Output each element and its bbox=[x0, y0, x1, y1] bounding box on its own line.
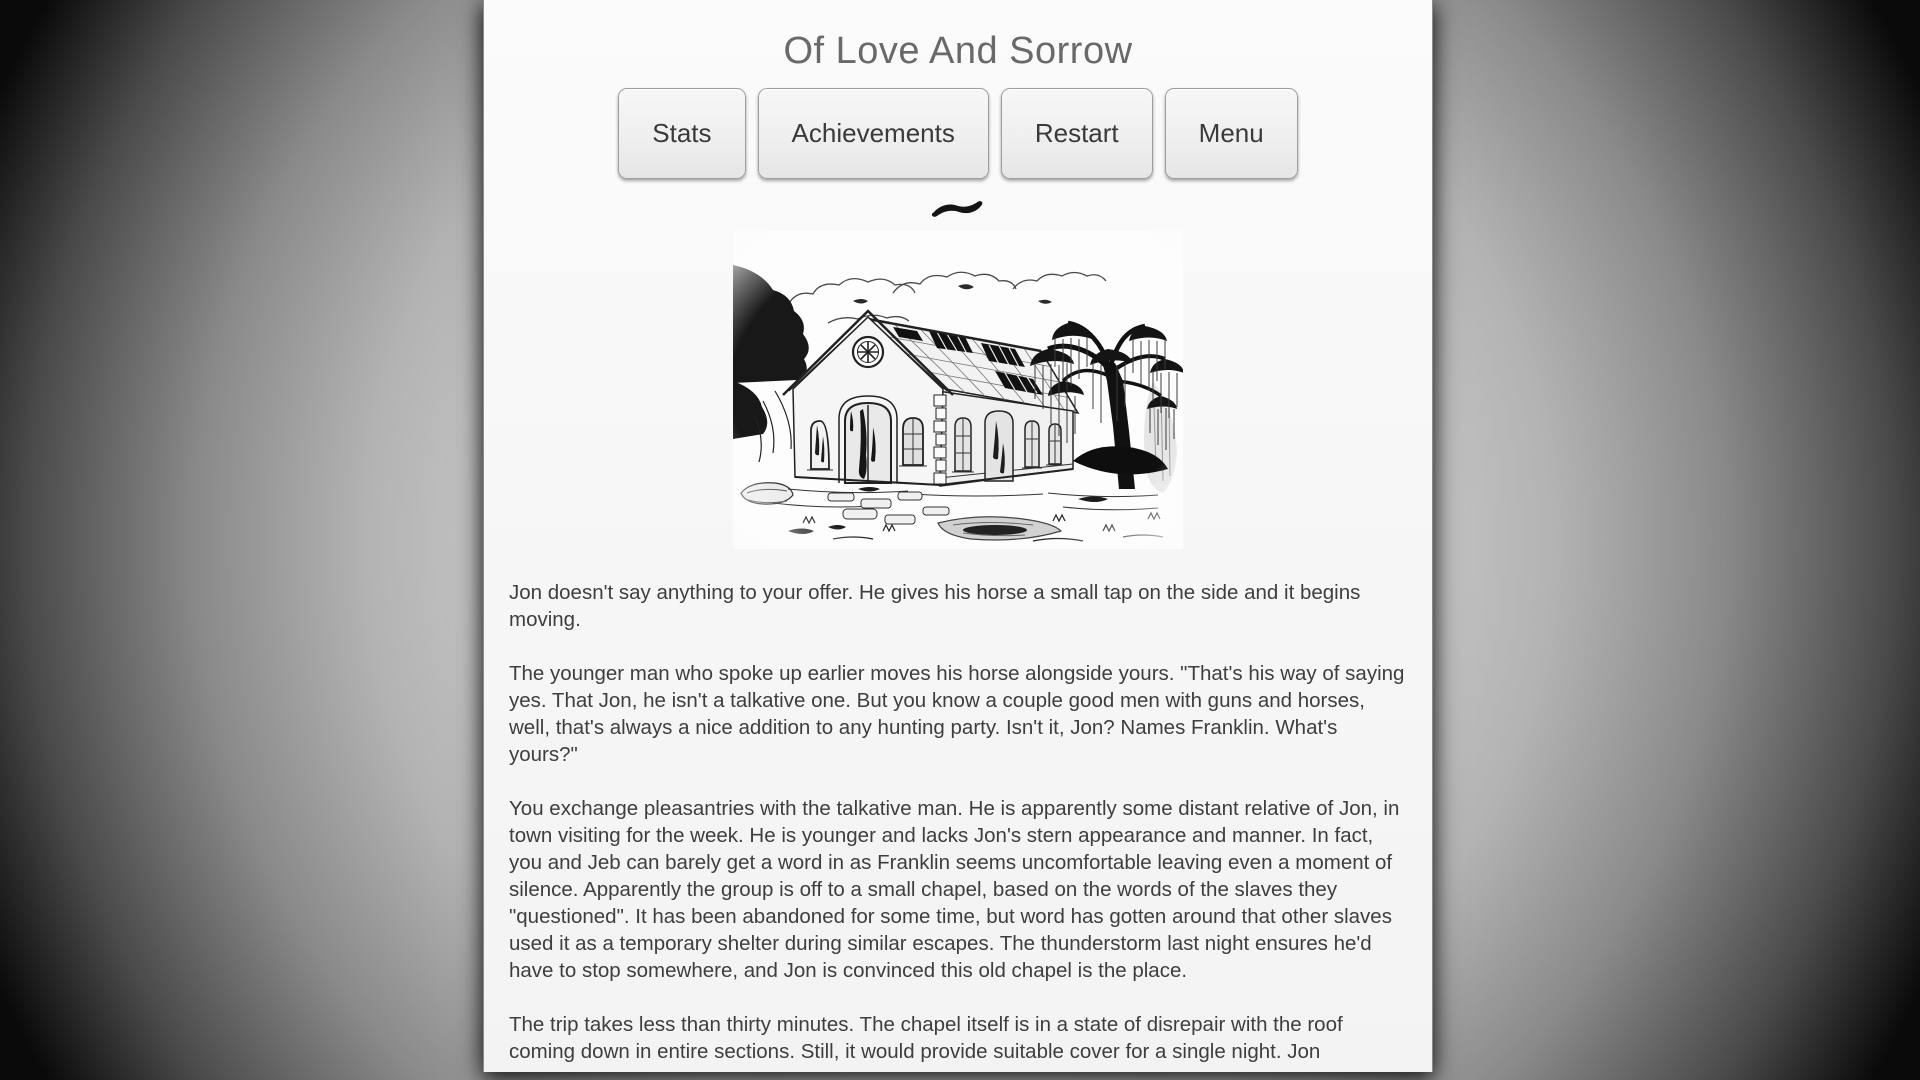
game-panel bbox=[483, 0, 1433, 1072]
page-title: Of Love And Sorrow bbox=[783, 30, 1133, 72]
chapel-illustration bbox=[733, 231, 1183, 549]
story-paragraph: The trip takes less than thirty minutes. The chapel itself is in a state of disrepair with the roof coming down in entire sections. Still, it would provide suitable cover for a single night. Jon bbox=[509, 1013, 1343, 1063]
story-paragraph: You exchange pleasantries with the talkative man. He is apparently some distant relative of Jon, in town visiting for the week. He is younger and lacks Jon's stern appearance and manner. In fact, you and Jeb can barely get a word in as Franklin seems uncomfortable leaving even a moment of silence. Apparently the group is off to a small chapel, based on the words of the slaves they "questioned". It has been abandoned for some time, but word has gotten around that other slaves used it as a temporary shelter during similar escapes. The thunderstorm last night ensures he'd have to stop somewhere, and Jon is convinced this old chapel is the place. bbox=[509, 797, 1400, 982]
swash-divider-icon bbox=[929, 193, 987, 219]
restart-button[interactable]: Restart bbox=[1001, 88, 1153, 179]
menu-button[interactable]: Menu bbox=[1165, 88, 1298, 179]
achievements-button[interactable]: Achievements bbox=[758, 88, 989, 179]
story-paragraph: The younger man who spoke up earlier moves his horse alongside yours. "That's his way of saying yes. That Jon, he isn't a talkative one. But you know a couple good men with guns and horses, well, that's always a nice addition to any hunting party. Isn't it, Jon? Names Franklin. What's yours?" bbox=[509, 662, 1405, 766]
story-text bbox=[484, 579, 1432, 1065]
menu-button-row bbox=[484, 88, 1432, 179]
stats-button[interactable]: Stats bbox=[618, 88, 745, 179]
story-paragraph: Jon doesn't say anything to your offer. He gives his horse a small tap on the side and it begins moving. bbox=[509, 581, 1361, 631]
